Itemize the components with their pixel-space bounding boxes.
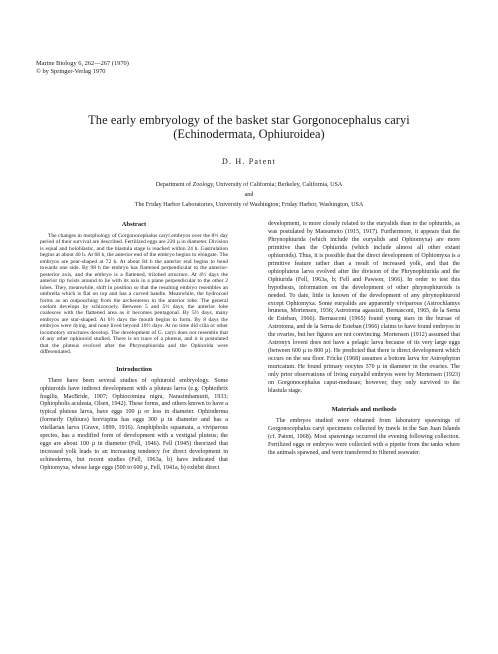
methods-heading: Materials and methods <box>331 405 397 413</box>
paper-title: The early embryology of the basket star Gorgonocephalus caryi <box>88 113 410 127</box>
journal-volume-line: Marine Biology 6, 262—267 (1970) <box>36 60 129 67</box>
abstract-heading: Abstract <box>121 221 147 228</box>
methods-text: The embryos studied were obtained from laboratory spawnings of Gorgonocephalus caryi specimens collected by trawls in the San Juan Islands (cf. Patent, 1968). Most spawnings occurred the evening following collection. Fertilized eggs or embryos were collected with a pipette from the tanks where the animals spawned, and were transferred to filtered seawater. <box>268 417 460 456</box>
affiliation <box>20 180 478 210</box>
author-name: D. H. Patent <box>222 157 276 166</box>
left-column <box>40 221 228 473</box>
abstract-text: The changes in morphology of Gorgonocephalus caryi embryos over the 8½ day period of their survival are described. Fertilized eggs are 220 µ in diameter. Division is equal and holoblastic, and the blastula stage is reached within 24 h. Gastrulation begins at about 40 h. At 68 h, the anterior end of the embryo begins to elongate. The embryos are pear-shaped at 72 h. At about 84 h the anterior end begins to bend towards one side. By 98 h the embryo has flattened perpendicular to the anterior-posterior axis, and the embryo is a flattened, trilobed structure. At 4½ days the anterior tip twists around to lie with its axis in a plane perpendicular to the other 2 lobes. They, meanwhile, shift in position so that the resulting embryo resembles an umbrella which is flat on top and has a curved handle. Meanwhile, the hydrocoel forms as an outpouching from the archenteron in the anterior lobe. The general coelom develops by schizocoely. Between 5 and 5½ days, the anterior lobe coalesces with the flattened area as it becomes pentagonal. By 5½ days, many embryos are star-shaped. At 6½ days the mouth begins to form. By 8 days the embryos were dying, and none lived beyond 10½ days. At no time did cilia or other locomotory structures develop. The development of G. caryi does not resemble that of any other ophiuroid studied. There is no trace of a pluteus, and it is postulated that the pluteus evolved after the Phrynophiurida and the Ophiurida were differentiated. <box>40 233 228 356</box>
title-block <box>30 113 468 141</box>
right-column-text: development, is more closely related to the euryalids than to the ophiurids, as was postulated by Matsumoto (1915, 1917). Furthermore, it appears that the Phrynophiurida (which include the euryalids and Ophiomyxa) are more primitive than the Ophiurida (which include almost all other extant ophiuroids). Thus, it is possible that the direct development of Ophiomyxa is a primitive feature rather than a result of increased yolk, and that the ophiopluteus larva evolved after the division of the Phrynophiurida and the Ophiurida (Fell, 1963a, b; Fell and Pawson, 1966). In order to test this hypothesis, information on the development of other phrynophiuroids is needed. To date, little is known of the development of any phrynophiuroid except Ophiomyxa. Some euryalids are apparently viviparous (Astrochlamys bruneus, Mortensen, 1936; Astrotoma agassizii, Bernasconi, 1965, de la Serna de Esteban, 1966). Bernasconi (1965) found young stars in the bursae of Astrotoma, and de la Serna de Esteban (1966) claims to have found embryos in the ovaries, but her figures are not convincing. Mortensen (1912) assumed that Astronyx loveni does not have a pelagic larva because of its very large eggs (between 600 µ to 800 µ). He predicted that there is direct development which occurs on the sea floor. Fricke (1968) assumes a bottom larva for Astrophyton muricatum. He found primary oocytes 370 µ in diameter in the ovaries. The only prior observations of living euryalid embryos were by Mortensen (1923) on Gorgonocephalus caput-medusae; however, they only survived to the blastula stage. <box>268 221 460 395</box>
right-column <box>268 221 460 458</box>
affiliation-line-2: and <box>244 192 254 198</box>
affiliation-line-3: The Friday Harbor Laboratories, University of Washington; Friday Harbor, Washington, USA <box>134 202 364 208</box>
journal-citation <box>36 60 129 76</box>
paper-subtitle: (Echinodermata, Ophiuroidea) <box>173 127 325 141</box>
copyright-line: © by Springer-Verlag 1970 <box>36 68 106 75</box>
introduction-heading: Introduction <box>116 365 152 373</box>
introduction-text: There have been several studies of ophiuroid embryology. Some ophiuroids have indirect development with a pluteus larva (e.g. Ophiothrix fragilis, MacBride, 1907; Ophiocomina nigra, Narasimhamurti, 1933; Ophiopholis aculeata, Olsen, 1942). These forms, and others known to have a typical pluteus larva, have eggs 100 µ or less in diameter. Ophioderma (formerly Ophiura) brevispina has eggs 300 µ in diameter and has a vitellarian larva (Grave, 1899, 1916). Amphipholis squamata, a viviparous species, has a modified form of development with a vestigial pluteus; the eggs are about 100 µ in diameter (Fell, 1946). Fell (1945) theorized that increased yolk leads to an increasing tendency for direct development in echinoderms, but recent studies (Fell, 1963a, b) have indicated that Ophiomyxa, whose large eggs (500 to 600 µ, Fell, 1941a, b) exhibit direct <box>40 377 228 472</box>
affiliation-line-1: Department of Zoology, University of California; Berkeley, California, USA <box>155 182 343 188</box>
